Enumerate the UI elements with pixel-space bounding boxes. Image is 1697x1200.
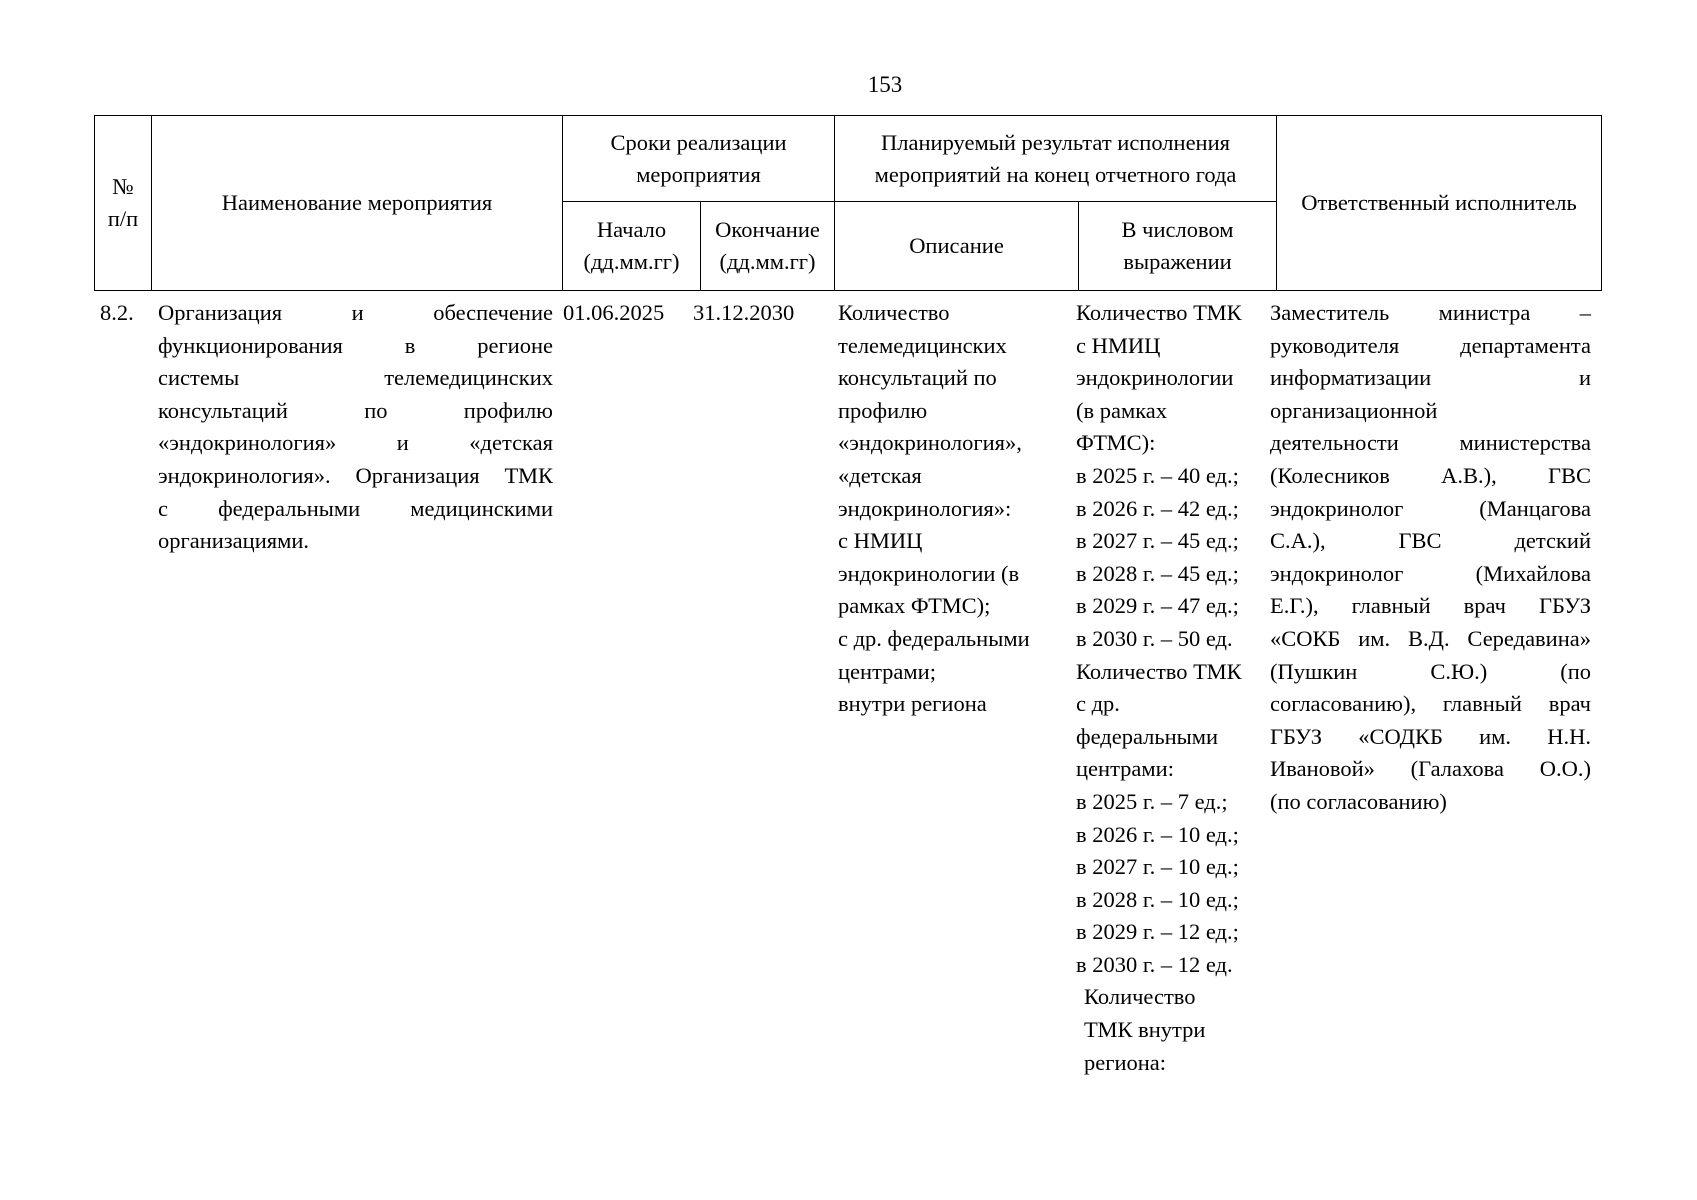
row-numeric-line: центрами:	[1076, 756, 1174, 782]
header-planned	[835, 116, 1277, 202]
row-numeric-tail-line: ТМК внутри	[1084, 1017, 1206, 1043]
row-numeric-line: в 2027 г. – 45 ед.;	[1076, 528, 1239, 554]
header-end-label: Окончание	[715, 217, 820, 242]
row-numeric-line: (в рамках	[1076, 397, 1168, 423]
header-terms-line1: Сроки реализации	[610, 129, 787, 155]
header-end-format: (дд.мм.гг)	[719, 249, 816, 274]
row-responsible-line: информатизации и	[1270, 365, 1591, 391]
row-name-line: системы телемедицинских	[158, 365, 553, 391]
row-numeric-value	[1076, 297, 1270, 1079]
row-description-line: эндокринологии (в	[838, 560, 1020, 586]
row-numeric-line: с др.	[1076, 691, 1120, 717]
row-numeric-line: в 2029 г. – 47 ед.;	[1076, 593, 1239, 619]
row-numeric-line: в 2026 г. – 42 ед.;	[1076, 495, 1239, 521]
row-numeric-line: федеральными	[1076, 723, 1219, 749]
table-header	[94, 115, 1602, 291]
row-numeric-line: с НМИЦ	[1076, 332, 1161, 358]
row-start-date: 01.06.2025	[563, 300, 665, 325]
row-responsible	[1270, 297, 1591, 819]
page-number: 153	[867, 72, 903, 97]
row-numeric-line: Количество ТМК	[1076, 300, 1242, 325]
row-responsible-line: (Пушкин С.Ю.) (по	[1270, 658, 1591, 684]
row-name-line: функционирования в регионе	[158, 332, 553, 358]
header-num-line1: №	[112, 174, 134, 199]
row-number: 8.2.	[100, 300, 134, 325]
header-start	[563, 202, 701, 291]
header-numeric-line1: В числовом	[1121, 217, 1234, 242]
row-name-line: Организация и обеспечение	[158, 300, 553, 325]
row-name	[158, 297, 553, 558]
row-responsible-line: руководителя департамента	[1270, 332, 1591, 358]
header-planned-line1: Планируемый результат исполнения	[881, 129, 1230, 155]
row-description-line: «эндокринология»,	[838, 430, 1022, 456]
row-responsible-line: организационной	[1270, 397, 1438, 423]
row-numeric-line: в 2030 г. – 12 ед.	[1076, 951, 1233, 977]
row-description-line: с НМИЦ	[838, 528, 923, 554]
header-terms	[563, 116, 835, 202]
header-start-label: Начало	[596, 217, 667, 242]
row-responsible-line: эндокринолог (Манцагова	[1270, 495, 1591, 521]
row-responsible-line: ГБУЗ «СОДКБ им. Н.Н.	[1270, 723, 1591, 749]
row-description	[838, 297, 1058, 721]
row-name-line: «эндокринология» и «детская	[158, 430, 553, 456]
row-numeric-line: в 2028 г. – 45 ед.;	[1076, 560, 1239, 586]
header-num	[95, 116, 152, 291]
row-numeric-tail-line: Количество	[1084, 984, 1196, 1010]
row-description-line: с др. федеральными	[838, 625, 1030, 651]
row-responsible-line: Ивановой» (Галахова О.О.)	[1270, 756, 1591, 782]
row-numeric-line: в 2025 г. – 40 ед.;	[1076, 462, 1239, 488]
row-description-line: рамках ФТМС);	[838, 593, 991, 619]
row-name-line: консультаций по профилю	[158, 397, 553, 423]
header-numeric-line2: выражении	[1123, 249, 1232, 274]
row-description-line: центрами;	[838, 658, 936, 684]
header-numeric	[1079, 202, 1277, 291]
row-numeric-line: в 2028 г. – 10 ед.;	[1076, 886, 1239, 912]
row-numeric-tail-line: региона:	[1084, 1049, 1167, 1075]
row-responsible-line: (Колесников А.В.), ГВС	[1270, 462, 1591, 488]
row-name-line: организациями.	[158, 528, 310, 554]
row-responsible-line: согласованию), главный врач	[1270, 691, 1591, 717]
row-numeric-line: в 2026 г. – 10 ед.;	[1076, 821, 1239, 847]
header-num-line2: п/п	[107, 206, 139, 231]
row-name-line: с федеральными медицинскими	[158, 495, 553, 521]
header-description: Описание	[835, 202, 1079, 291]
row-responsible-line: Заместитель министра –	[1270, 300, 1591, 325]
row-responsible-line: (по согласованию)	[1270, 788, 1447, 814]
row-numeric-line: в 2029 г. – 12 ед.;	[1076, 919, 1239, 945]
header-responsible: Ответственный исполнитель	[1277, 116, 1602, 291]
row-end-date: 31.12.2030	[693, 300, 795, 325]
header-name: Наименование мероприятия	[152, 116, 563, 291]
header-planned-line2: мероприятий на конец отчетного года	[874, 161, 1237, 187]
row-name-line: эндокринология». Организация ТМК	[158, 462, 553, 488]
header-start-format: (дд.мм.гг)	[583, 249, 680, 274]
row-responsible-line: «СОКБ им. В.Д. Середавина»	[1270, 625, 1591, 651]
row-numeric-line: эндокринологии	[1076, 365, 1234, 391]
row-description-line: «детская	[838, 462, 922, 488]
row-responsible-line: Е.Г.), главный врач ГБУЗ	[1270, 593, 1591, 619]
row-responsible-line: эндокринолог (Михайлова	[1270, 560, 1591, 586]
row-numeric-line: в 2030 г. – 50 ед.	[1076, 625, 1233, 651]
row-description-line: телемедицинских	[838, 332, 1007, 358]
row-responsible-line: С.А.), ГВС детский	[1270, 528, 1591, 554]
header-end	[701, 202, 835, 291]
row-description-line: профилю	[838, 397, 928, 423]
row-numeric-line: Количество ТМК	[1076, 658, 1242, 684]
row-numeric-line: ФТМС):	[1076, 430, 1156, 456]
row-description-line: Количество	[838, 300, 950, 325]
row-numeric-line: в 2025 г. – 7 ед.;	[1076, 788, 1228, 814]
row-description-line: консультаций по	[838, 365, 997, 391]
row-numeric-line: в 2027 г. – 10 ед.;	[1076, 854, 1239, 880]
row-description-line: внутри региона	[838, 691, 987, 717]
header-terms-line2: мероприятия	[636, 161, 761, 187]
row-responsible-line: деятельности министерства	[1270, 430, 1591, 456]
row-description-line: эндокринология»:	[838, 495, 1012, 521]
